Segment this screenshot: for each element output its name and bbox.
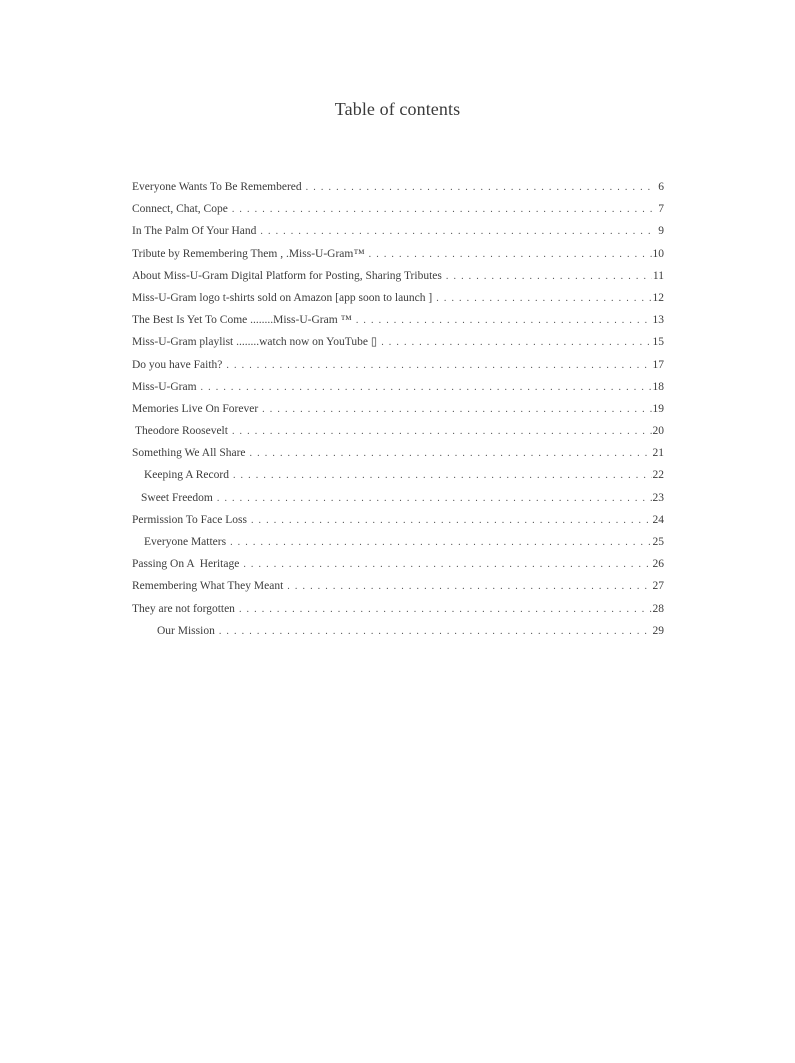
dot-leader	[287, 576, 651, 597]
dot-leader	[239, 599, 652, 620]
toc-entry-label: Remembering What They Meant	[132, 580, 284, 593]
dot-leader	[446, 266, 652, 287]
toc-entry[interactable]	[132, 220, 664, 242]
toc-entry[interactable]	[132, 509, 664, 531]
toc-entry-label: The Best Is Yet To Come ........Miss-U-Gram ™	[132, 314, 352, 327]
toc-entry[interactable]	[132, 464, 664, 486]
dot-leader	[369, 244, 652, 265]
toc-entry[interactable]	[132, 575, 664, 597]
dot-leader	[306, 177, 655, 198]
toc-entry-page: 23	[652, 491, 664, 504]
dot-leader	[381, 332, 651, 353]
toc-entry[interactable]	[132, 287, 664, 309]
dot-leader	[250, 443, 652, 464]
toc-entry-page: 9	[658, 225, 664, 238]
dot-leader	[230, 532, 651, 553]
dot-leader	[232, 199, 655, 220]
toc-entry[interactable]	[132, 331, 664, 353]
toc-entry-label: Miss-U-Gram	[132, 380, 197, 393]
toc-entry-page: 18	[652, 380, 664, 393]
toc-entry-page: 22	[652, 469, 664, 482]
toc-entry[interactable]	[132, 531, 664, 553]
dot-leader	[219, 621, 652, 642]
toc-entry-page: 21	[652, 447, 664, 460]
toc-entry-label: Connect, Chat, Cope	[132, 203, 228, 216]
toc-entry-label: Miss-U-Gram logo t-shirts sold on Amazon [app soon to launch ]	[132, 291, 433, 304]
toc-entry-label: Passing On A Heritage	[132, 558, 240, 571]
toc-entry-label: Keeping A Record	[144, 469, 229, 482]
toc-entry-page: 19	[652, 402, 664, 415]
toc-entry-page: 11	[652, 269, 664, 282]
toc-entry[interactable]	[132, 620, 664, 642]
toc-entry-page: 15	[652, 336, 664, 349]
toc-entry-label: They are not forgotten	[132, 602, 235, 615]
toc-entry-label: Memories Live On Forever	[132, 402, 259, 415]
toc-entry-label: Our Mission	[157, 624, 215, 637]
toc-entry[interactable]	[132, 354, 664, 376]
dot-leader	[226, 355, 651, 376]
toc-entry-page: 17	[652, 358, 664, 371]
toc-entry-page: 26	[652, 558, 664, 571]
toc-entry-label: Theodore Roosevelt	[135, 425, 228, 438]
dot-leader	[262, 399, 651, 420]
toc-entry-page: 6	[658, 181, 664, 193]
dot-leader	[356, 310, 652, 331]
toc-entry[interactable]	[132, 309, 664, 331]
toc-entry[interactable]	[132, 420, 664, 442]
dot-leader	[232, 421, 652, 442]
toc-entry-page: 25	[652, 536, 664, 548]
toc-entry-page: 10	[652, 247, 664, 260]
toc-entry-label: Sweet Freedom	[141, 491, 213, 504]
toc-entry-page: 28	[652, 602, 664, 615]
dot-leader	[243, 554, 651, 575]
toc-entry[interactable]	[132, 398, 664, 420]
toc-entry-label: About Miss-U-Gram Digital Platform for Posting, Sharing Tributes	[132, 269, 442, 282]
toc-entry-label: In The Palm Of Your Hand	[132, 225, 257, 238]
toc-entry[interactable]	[132, 598, 664, 620]
toc-entry[interactable]	[132, 198, 664, 220]
toc-entry[interactable]	[132, 176, 664, 198]
table-of-contents	[132, 176, 664, 642]
toc-title: Table of contents	[334, 99, 461, 119]
dot-leader	[251, 510, 652, 531]
toc-entry-page: 20	[652, 425, 664, 438]
toc-entry-label: Everyone Matters	[144, 536, 227, 548]
toc-entry-label: Miss-U-Gram playlist ........watch now on YouTube ▯	[132, 336, 378, 349]
toc-entry-label: Something We All Share	[132, 447, 246, 460]
toc-entry[interactable]	[132, 442, 664, 464]
toc-entry-label: Everyone Wants To Be Remembered	[132, 181, 302, 193]
toc-entry[interactable]	[132, 487, 664, 509]
toc-entry[interactable]	[132, 265, 664, 287]
dot-leader	[217, 488, 652, 509]
toc-entry-page: 29	[652, 624, 664, 637]
dot-leader	[436, 288, 651, 309]
toc-entry-page: 13	[652, 314, 664, 327]
toc-entry-page: 7	[658, 203, 664, 216]
dot-leader	[260, 221, 655, 242]
toc-entry-label: Permission To Face Loss	[132, 513, 247, 526]
toc-entry-page: 24	[652, 513, 664, 526]
toc-entry-label: Do you have Faith?	[132, 358, 223, 371]
dot-leader	[233, 465, 652, 486]
toc-entry[interactable]	[132, 376, 664, 398]
toc-entry-page: 27	[652, 580, 664, 593]
toc-entry[interactable]	[132, 243, 664, 265]
dot-leader	[201, 377, 652, 398]
toc-entry[interactable]	[132, 553, 664, 575]
toc-entry-label: Tribute by Remembering Them , .Miss-U-Gram™	[132, 247, 365, 260]
toc-entry-page: 12	[652, 291, 664, 304]
